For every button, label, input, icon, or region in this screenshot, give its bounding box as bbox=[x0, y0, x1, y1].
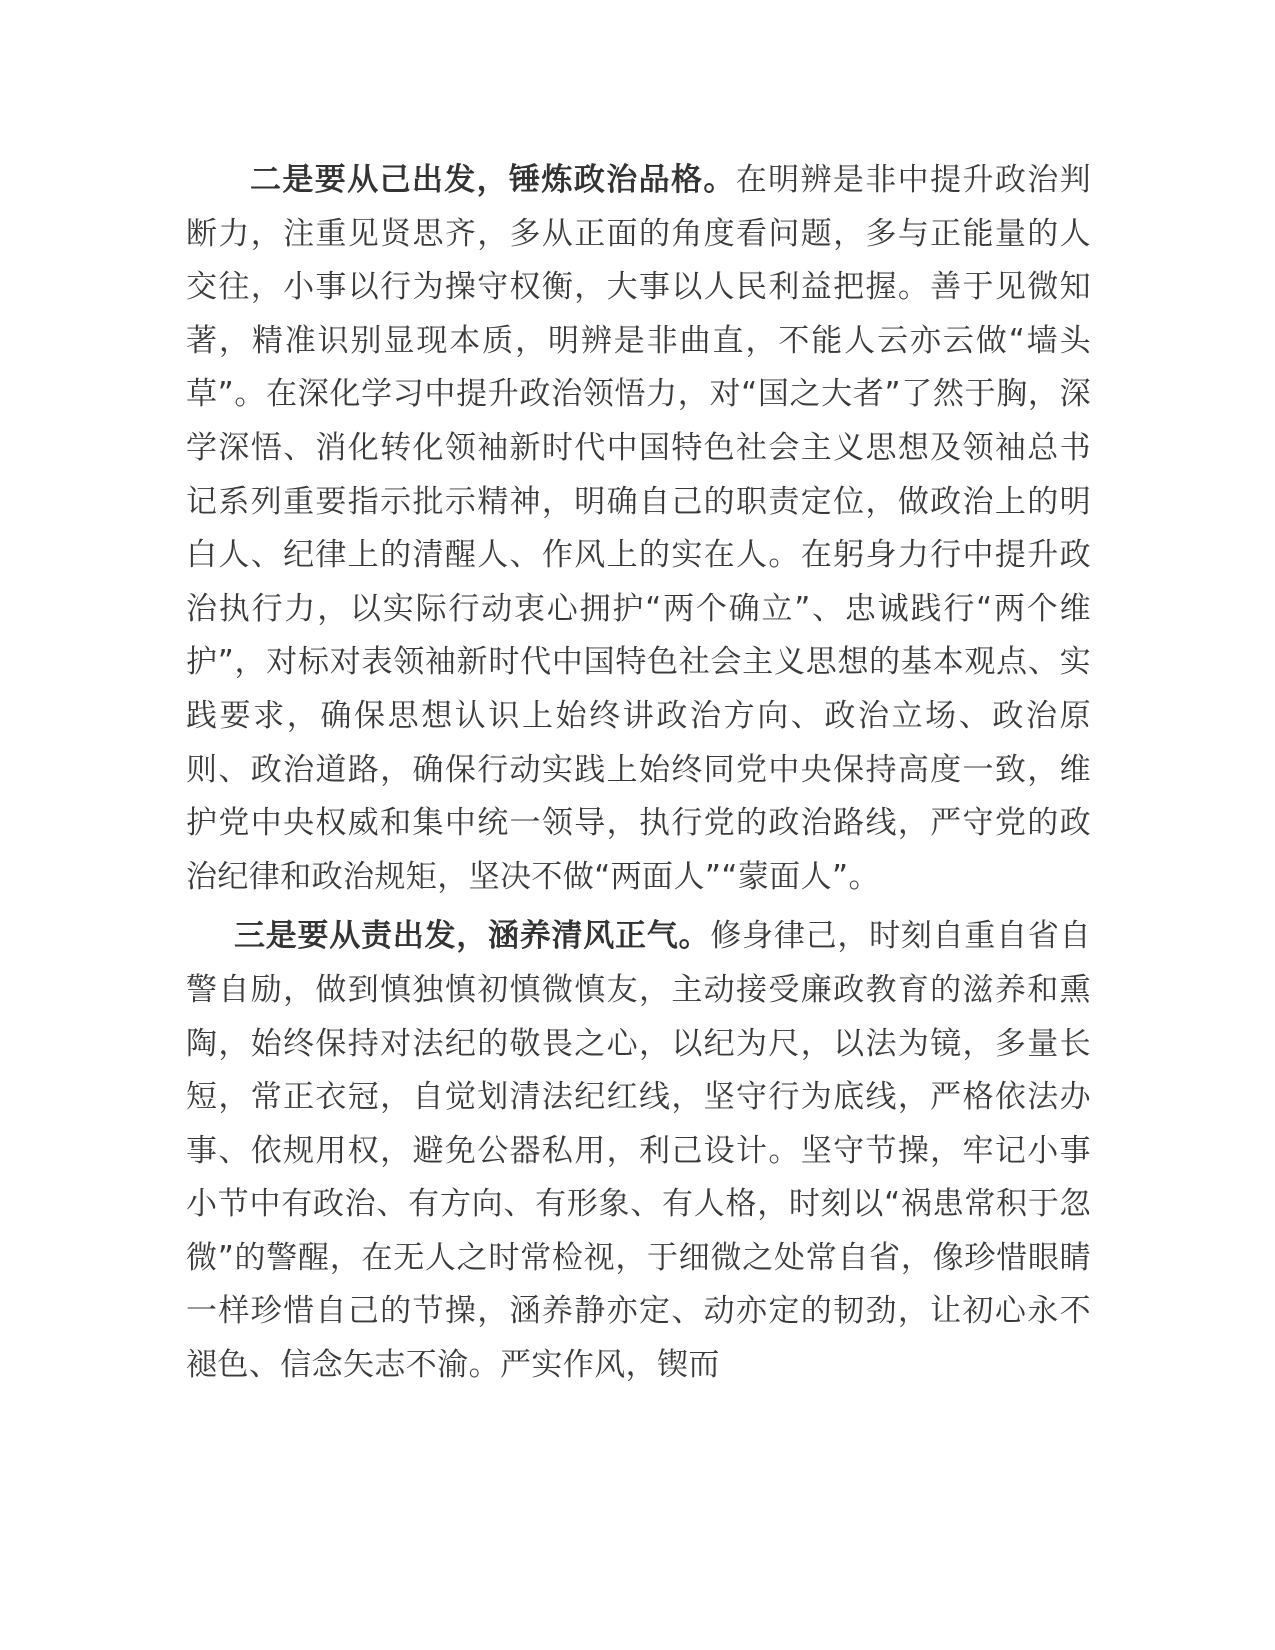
paragraph-political-character bbox=[186, 154, 1091, 904]
document-body bbox=[186, 154, 1091, 1393]
paragraph-integrity bbox=[186, 910, 1091, 1392]
paragraph-body-text: 修身律己，时刻自重自省自警自励，做到慎独慎初慎微慎友，主动接受廉政教育的滋养和熏陶，始终保持对法纪的敬畏之心，以纪为尺，以法为镜，多量长短，常正衣冠，自觉划清法纪红线，坚守行为底线，严格依法办事、依规用权，避免公器私用，利己设计。坚守节操，牢记小事小节中有政治、有方向、有形象、有人格，时刻以“祸患常积于忽微”的警醒，在无人之时常检视，于细微之处常自省，像珍惜眼睛一样珍惜自己的节操，涵养静亦定、动亦定的韧劲，让初心永不褪色、信念矢志不渝。严实作风，锲而 bbox=[186, 918, 1091, 1384]
paragraph-lead-heading: 二是要从己出发，锤炼政治品格。 bbox=[250, 162, 736, 198]
paragraph-lead-heading: 三是要从责出发，涵养清风正气。 bbox=[234, 918, 711, 955]
paragraph-body-text: 在明辨是非中提升政治判断力，注重见贤思齐，多从正面的角度看问题，多与正能量的人交往，小事以行为操守权衡，大事以人民利益把握。善于见微知著，精准识别显现本质，明辨是非曲直，不能人云亦云做“墙头草”。在深化学习中提升政治领悟力，对“国之大者”了然于胸，深学深悟、消化转化领袖新时代中国特色社会主义思想及领袖总书记系列重要指示批示精神，明确自己的职责定位，做政治上的明白人、纪律上的清醒人、作风上的实在人。在躬身力行中提升政治执行力，以实际行动衷心拥护“两个确立”、忠诚践行“两个维护”，对标对表领袖新时代中国特色社会主义思想的基本观点、实践要求，确保思想认识上始终讲政治方向、政治立场、政治原则、政治道路，确保行动实践上始终同党中央保持高度一致，维护党中央权威和集中统一领导，执行党的政治路线，严守党的政治纪律和政治规矩，坚决不做“两面人”“蒙面人”。 bbox=[186, 162, 1092, 895]
